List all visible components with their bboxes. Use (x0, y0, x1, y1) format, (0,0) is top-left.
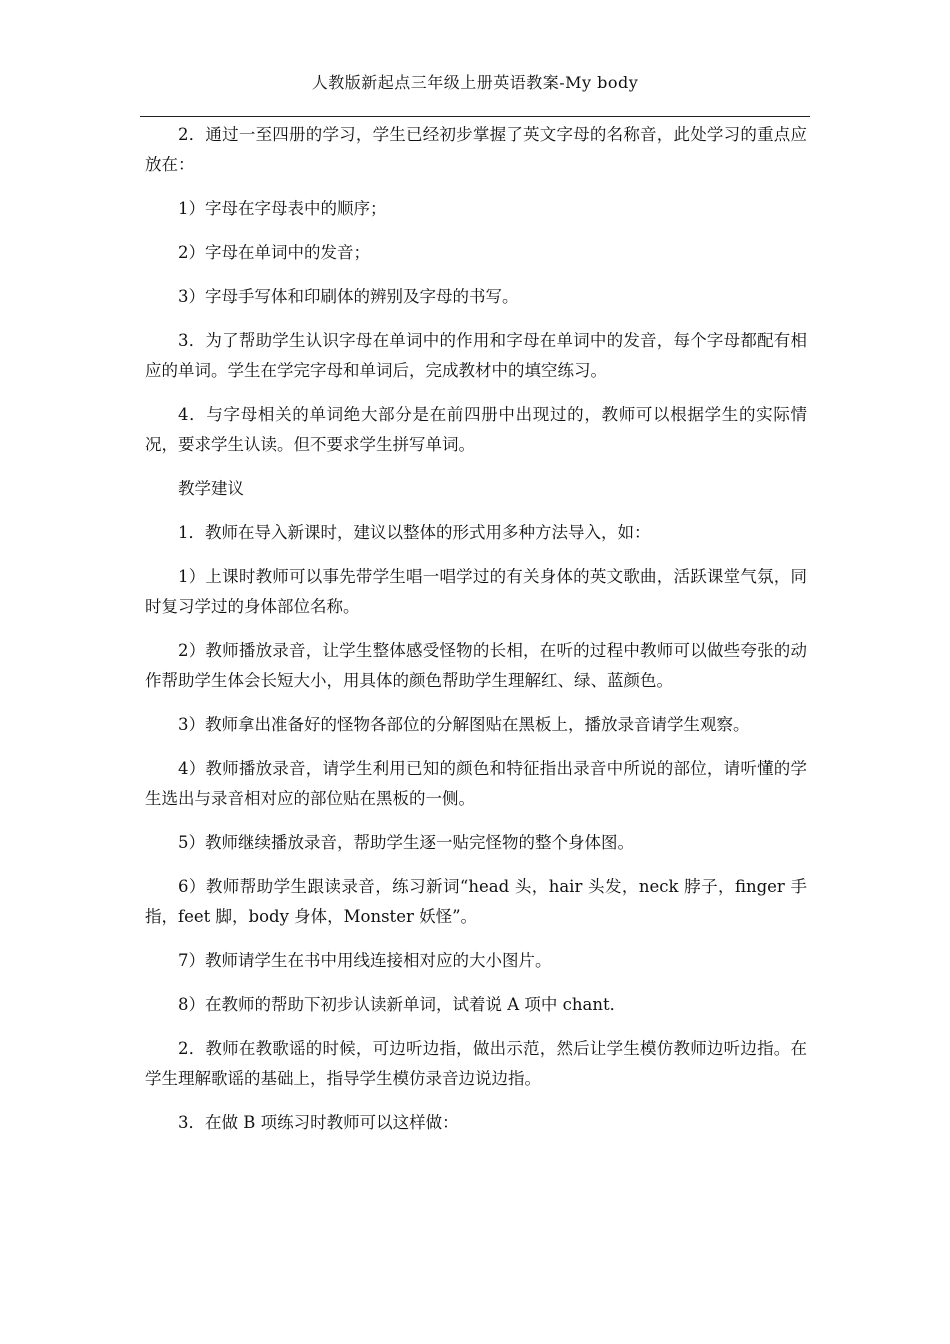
paragraph: 1）字母在字母表中的顺序； (178, 199, 387, 218)
paragraph: 3）教师拿出准备好的怪物各部位的分解图贴在黑板上，播放录音请学生观察。 (178, 715, 750, 734)
paragraph: 2．教师在教歌谣的时候，可边听边指，做出示范，然后让学生模仿教师边听边指。在学生理解歌谣的基础上，指导学生模仿录音边说边指。 (145, 1039, 807, 1088)
paragraph: 3．在做 B 项练习时教师可以这样做： (178, 1113, 459, 1132)
paragraph: 7）教师请学生在书中用线连接相对应的大小图片。 (178, 951, 552, 970)
paragraph: 1．教师在导入新课时，建议以整体的形式用多种方法导入，如： (178, 523, 651, 542)
paragraph: 2）教师播放录音，让学生整体感受怪物的长相，在听的过程中教师可以做些夸张的动作帮助学生体会长短大小，用具体的颜色帮助学生理解红、绿、蓝颜色。 (145, 641, 807, 690)
paragraph: 1）上课时教师可以事先带学生唱一唱学过的有关身体的英文歌曲，活跃课堂气氛，同时复习学过的身体部位名称。 (145, 567, 807, 616)
paragraph: 5）教师继续播放录音，帮助学生逐一贴完怪物的整个身体图。 (178, 833, 634, 852)
paragraph: 3．为了帮助学生认识字母在单词中的作用和字母在单词中的发音，每个字母都配有相应的单词。学生在学完字母和单词后，完成教材中的填空练习。 (145, 331, 807, 380)
document-body (145, 120, 807, 1152)
paragraph: 8）在教师的帮助下初步认读新单词，试着说 A 项中 chant． (178, 995, 627, 1014)
page-header-title: 人教版新起点三年级上册英语教案-My body (311, 73, 639, 92)
paragraph: 4．与字母相关的单词绝大部分是在前四册中出现过的，教师可以根据学生的实际情况，要求学生认读。但不要求学生拼写单词。 (145, 405, 807, 454)
header-rule (140, 116, 810, 117)
paragraph: 4）教师播放录音，请学生利用已知的颜色和特征指出录音中所说的部位，请听懂的学生选出与录音相对应的部位贴在黑板的一侧。 (145, 759, 807, 808)
paragraph: 2）字母在单词中的发音； (178, 243, 370, 262)
paragraph: 3）字母手写体和印刷体的辨别及字母的书写。 (178, 287, 519, 306)
section-heading: 教学建议 (178, 479, 244, 498)
paragraph: 6）教师帮助学生跟读录音，练习新词“head 头，hair 头发，neck 脖子，finger 手指，feet 脚，body 身体，Monster 妖怪”。 (145, 877, 807, 926)
paragraph: 2．通过一至四册的学习，学生已经初步掌握了英文字母的名称音，此处学习的重点应放在： (145, 125, 807, 174)
